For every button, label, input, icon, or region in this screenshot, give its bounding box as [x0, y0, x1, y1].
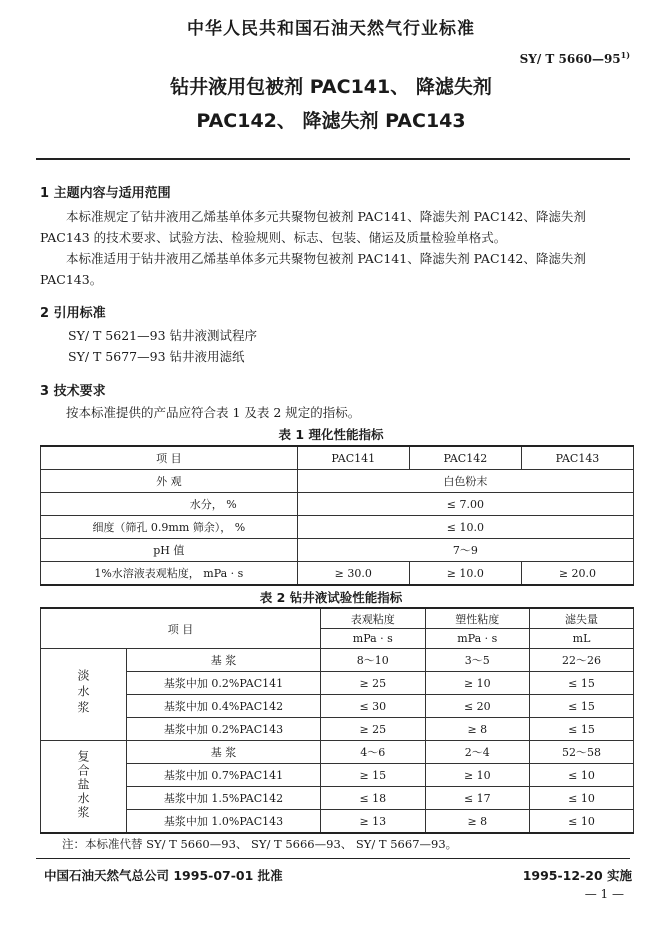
section-3-paragraph: 按本标准提供的产品应符合表 1 及表 2 规定的指标。 [66, 405, 361, 420]
header-cell: 项 目 [41, 446, 298, 470]
table-1-caption: 表 1 理化性能指标 [278, 427, 384, 442]
header-cell: PAC142 [409, 446, 521, 470]
table-row [41, 787, 634, 810]
value-cell: ≥ 25 [321, 718, 426, 741]
item-cell: 基浆中加 0.4%PAC142 [127, 695, 321, 718]
section-3-heading: 3 技术要求 [40, 384, 106, 399]
table-row [41, 695, 634, 718]
value-cell: ≥ 10 [425, 764, 530, 787]
table-2 [40, 607, 634, 834]
group-label-cell: 复合盐水浆 [41, 741, 127, 834]
table-row [41, 764, 634, 787]
header-cell: PAC143 [521, 446, 633, 470]
table-row [41, 562, 634, 586]
value-cell: ≥ 8 [425, 718, 530, 741]
header-unit-cell: mPa · s [425, 629, 530, 649]
table-2-caption: 表 2 钻井液试验性能指标 [259, 590, 403, 605]
table-row [41, 539, 634, 562]
table-row [41, 493, 634, 516]
value-cell: 3～5 [425, 649, 530, 672]
header-cell: 塑性粘度 [425, 608, 530, 629]
title-divider [36, 158, 630, 160]
value-cell: 22～26 [530, 649, 634, 672]
table-row [41, 741, 634, 764]
approval-date: 中国石油天然气总公司 1995-07-01 批准 [44, 868, 283, 883]
document-title-line1: 钻井液用包被剂 PAC141、 降滤失剂 [170, 76, 492, 98]
value-cell: ≤ 20 [425, 695, 530, 718]
table-row [41, 516, 634, 539]
table-row [41, 810, 634, 834]
header-cell: 滤失量 [530, 608, 634, 629]
value-cell: ≥ 13 [321, 810, 426, 834]
value-cell: 8～10 [321, 649, 426, 672]
value-cell: ≤ 10 [530, 787, 634, 810]
section-1-paragraph-2: 本标准适用于钻井液用乙烯基单体多元共聚物包被剂 PAC141、降滤失剂 PAC142、降滤失剂 PAC143。 [40, 251, 586, 287]
value-cell: ≤ 15 [530, 718, 634, 741]
table-row [41, 672, 634, 695]
value-cell: ≥ 10 [425, 672, 530, 695]
group-label-cell: 淡水浆 [41, 649, 127, 741]
document-title-line2: PAC142、 降滤失剂 PAC143 [196, 110, 466, 132]
section-1-heading: 1 主题内容与适用范围 [40, 186, 171, 201]
item-cell: 基浆中加 0.2%PAC143 [127, 718, 321, 741]
industry-standard-header: 中华人民共和国石油天然气行业标准 [187, 19, 475, 39]
value-cell: ≤ 10 [530, 810, 634, 834]
value-cell: ≤ 15 [530, 695, 634, 718]
header-cell: 表观粘度 [321, 608, 426, 629]
table-1-header-row [41, 446, 634, 470]
table-2-header-row [41, 608, 634, 629]
section-1-paragraph-1: 本标准规定了钻井液用乙烯基单体多元共聚物包被剂 PAC141、降滤失剂 PAC142、降滤失剂 PAC143 的技术要求、试验方法、检验规则、标志、包装、储运及质量检验单格式。 [40, 209, 586, 245]
item-cell: 基浆中加 0.2%PAC141 [127, 672, 321, 695]
reference-item: SY/ T 5621—93 钻井液测试程序 [68, 328, 258, 343]
header-cell: 项 目 [41, 608, 321, 649]
item-cell: pH 值 [41, 539, 298, 562]
standard-code: SY/ T 5660—95$^{1)}$ [519, 50, 630, 66]
item-cell: 外 观 [41, 470, 298, 493]
item-cell: 1%水溶液表观粘度， mPa · s [41, 562, 298, 586]
value-cell: ≥ 10.0 [409, 562, 521, 586]
header-cell: PAC141 [297, 446, 409, 470]
table-row [41, 718, 634, 741]
value-cell: ≥ 25 [321, 672, 426, 695]
table-row [41, 470, 634, 493]
item-cell: 基浆中加 0.7%PAC141 [127, 764, 321, 787]
item-cell: 基 浆 [127, 741, 321, 764]
item-cell: 基浆中加 1.0%PAC143 [127, 810, 321, 834]
value-cell: ≥ 15 [321, 764, 426, 787]
section-2-heading: 2 引用标准 [40, 306, 106, 321]
header-unit-cell: mL [530, 629, 634, 649]
page-number: — 1 — [584, 887, 624, 901]
value-cell: 2～4 [425, 741, 530, 764]
reference-item: SY/ T 5677—93 钻井液用滤纸 [68, 349, 245, 364]
effective-date: 1995-12-20 实施 [522, 868, 632, 883]
footer-divider [36, 858, 630, 859]
value-cell: ≥ 8 [425, 810, 530, 834]
table-1 [40, 445, 634, 586]
table-row [41, 649, 634, 672]
item-cell: 基浆中加 1.5%PAC142 [127, 787, 321, 810]
value-cell: ≤ 17 [425, 787, 530, 810]
value-cell: ≤ 10 [530, 764, 634, 787]
value-cell: ≤ 15 [530, 672, 634, 695]
header-unit-cell: mPa · s [321, 629, 426, 649]
item-cell: 细度（筛孔 0.9mm 筛余）， % [41, 516, 298, 539]
value-cell: ≥ 30.0 [297, 562, 409, 586]
item-cell: 水分， % [41, 493, 298, 516]
value-cell: 4～6 [321, 741, 426, 764]
item-cell: 基 浆 [127, 649, 321, 672]
replacement-note: 注：本标准代替 SY/ T 5660—93、 SY/ T 5666—93、 SY/ T 5667—93。 [62, 837, 458, 851]
value-cell: ≤ 7.00 [297, 493, 633, 516]
value-cell: 7～9 [297, 539, 633, 562]
value-cell: ≥ 20.0 [521, 562, 633, 586]
value-cell: ≤ 30 [321, 695, 426, 718]
value-cell: 白色粉末 [297, 470, 633, 493]
value-cell: 52～58 [530, 741, 634, 764]
value-cell: ≤ 10.0 [297, 516, 633, 539]
value-cell: ≤ 18 [321, 787, 426, 810]
